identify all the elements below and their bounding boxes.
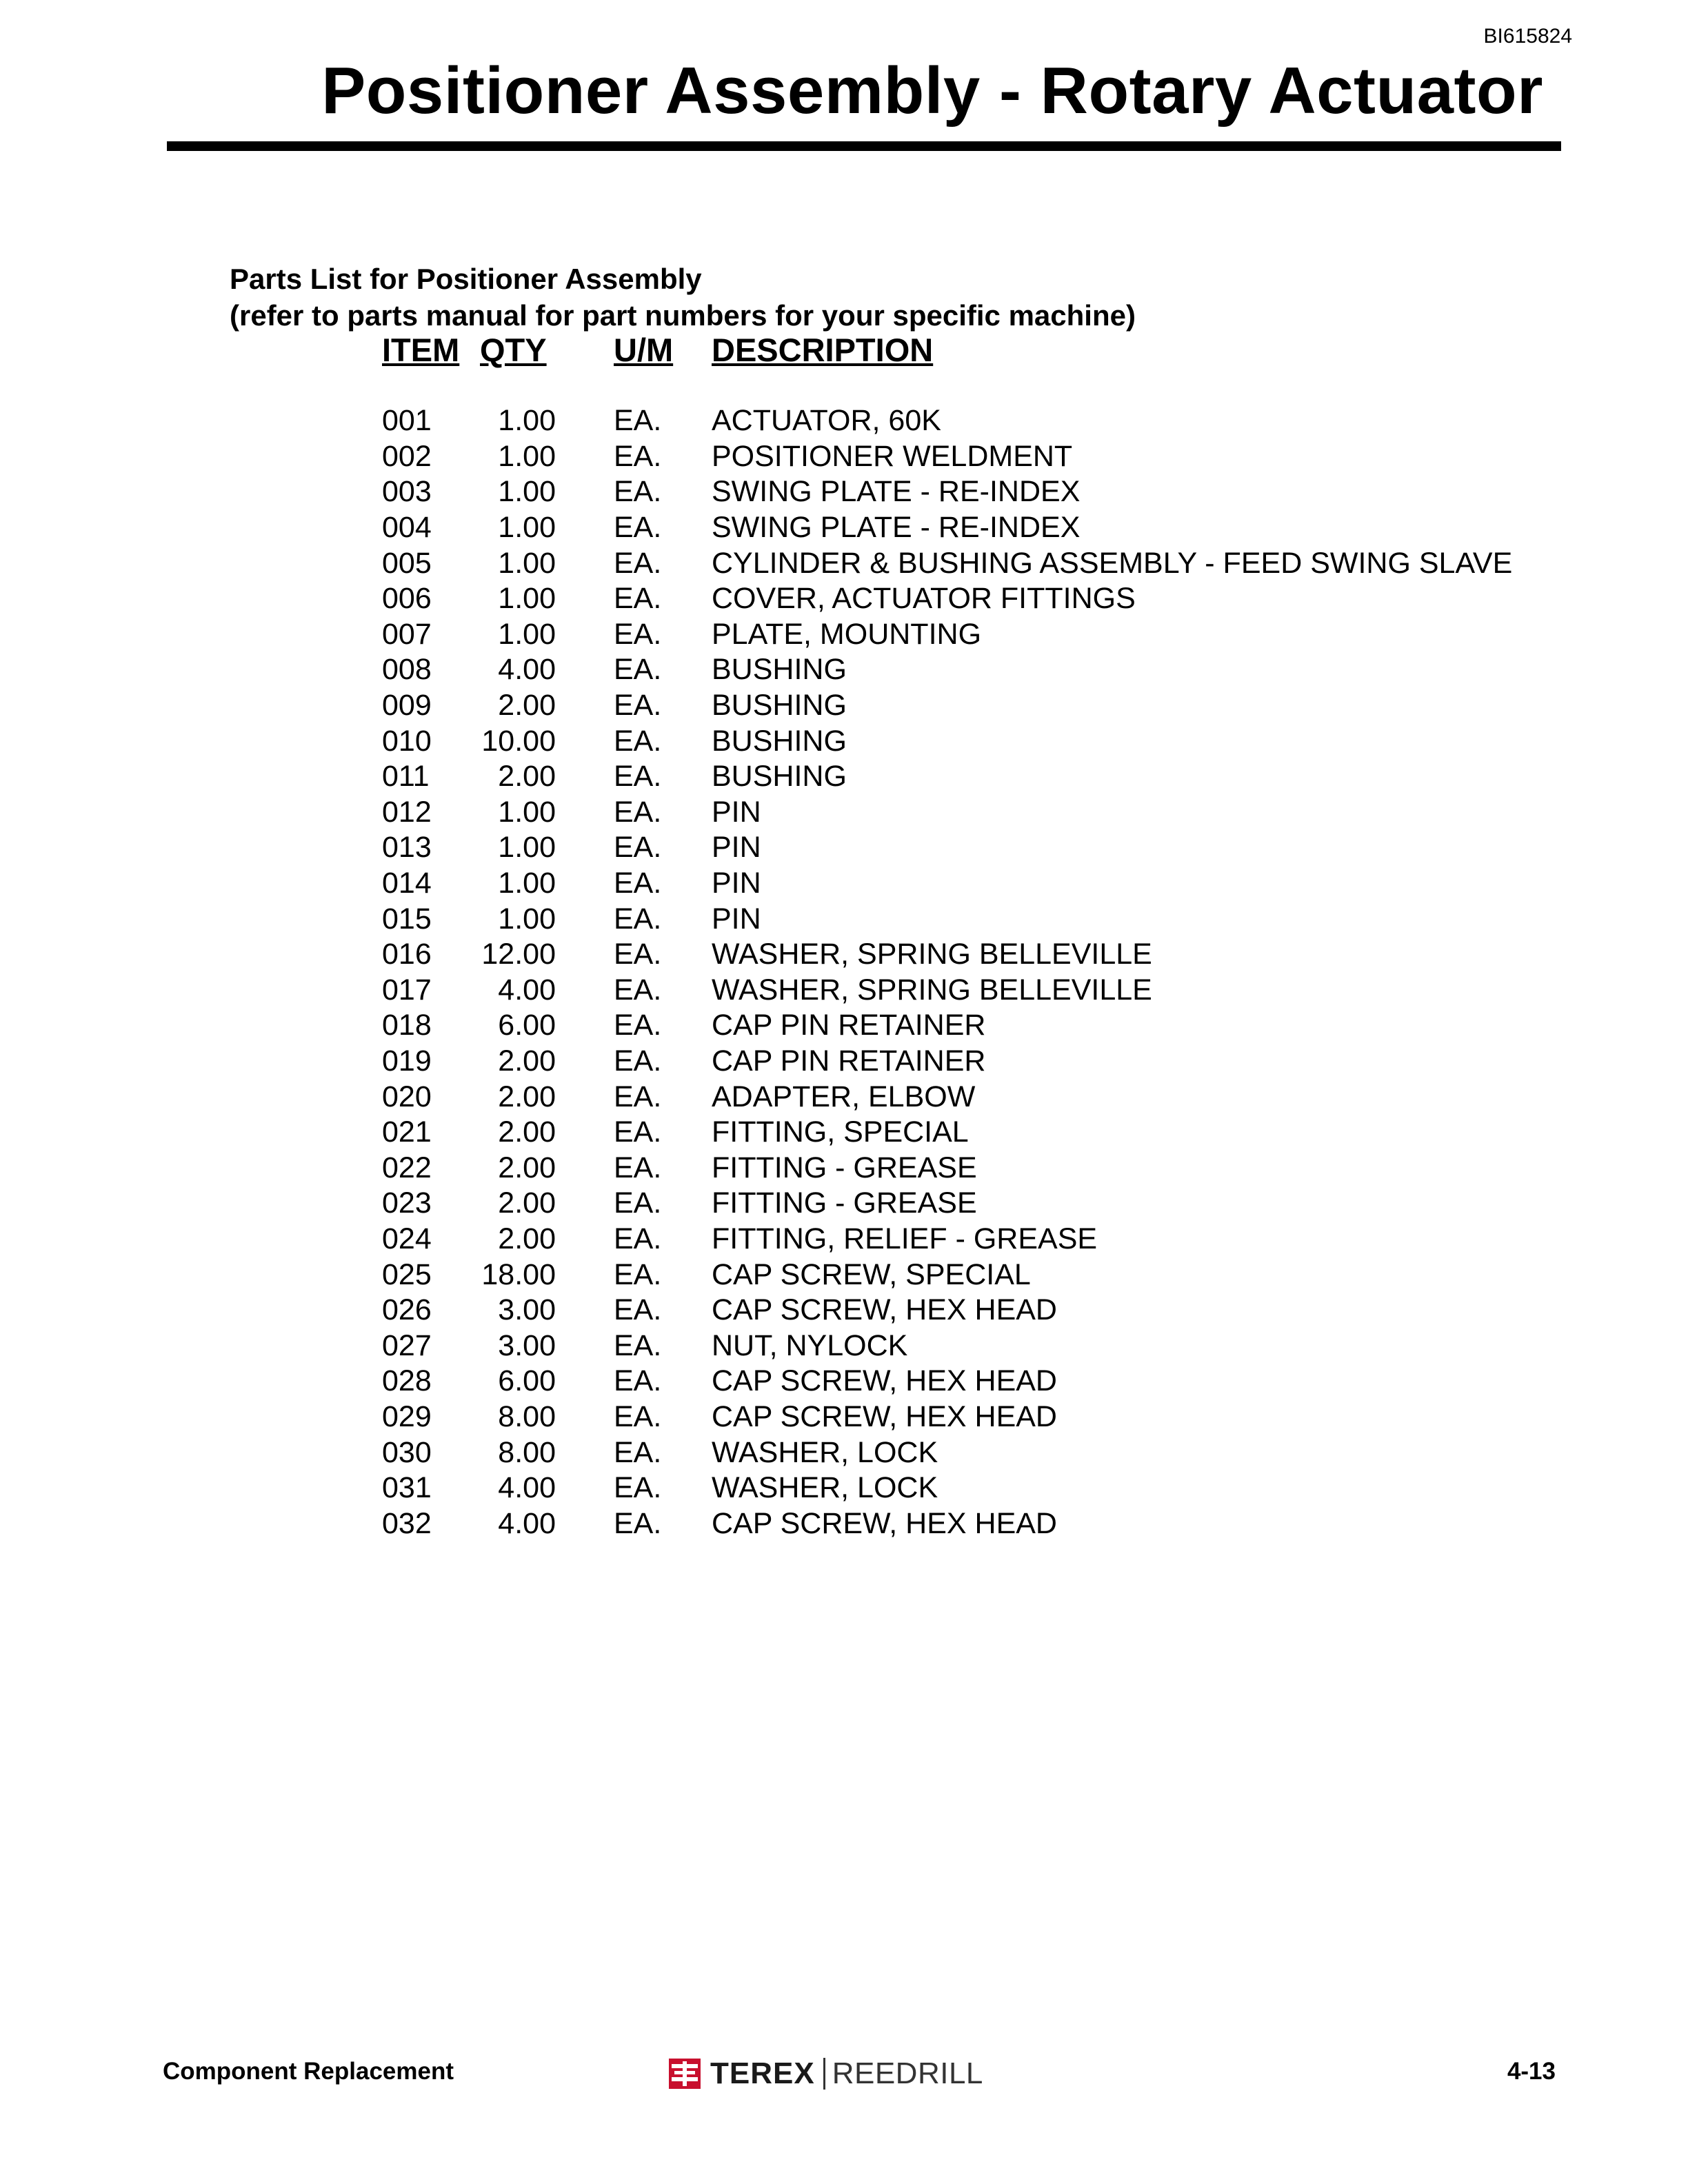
table-row (382, 1079, 1512, 1115)
cell-description: ACTUATOR, 60K (712, 404, 941, 438)
cell-description: NUT, NYLOCK (712, 1328, 908, 1362)
table-row (382, 1328, 1512, 1364)
cell-item: 015 (382, 902, 432, 936)
cell-qty: 10.00 (481, 724, 556, 758)
table-row (382, 795, 1512, 831)
cell-um: EA. (614, 831, 662, 865)
table-row (382, 688, 1512, 724)
cell-um: EA. (614, 1186, 662, 1220)
cell-item: 008 (382, 653, 432, 687)
cell-um: EA. (614, 1364, 662, 1398)
cell-item: 025 (382, 1257, 432, 1291)
cell-item: 018 (382, 1009, 432, 1042)
cell-item: 030 (382, 1435, 432, 1469)
cell-um: EA. (614, 439, 662, 473)
header-um: U/M (614, 332, 674, 368)
cell-description: WASHER, SPRING BELLEVILLE (712, 938, 1152, 971)
cell-item: 007 (382, 617, 432, 651)
cell-qty: 2.00 (498, 760, 556, 793)
cell-item: 011 (382, 760, 430, 793)
cell-qty: 1.00 (498, 475, 556, 509)
cell-um: EA. (614, 902, 662, 936)
cell-um: EA. (614, 1328, 662, 1362)
cell-um: EA. (614, 724, 662, 758)
cell-description: FITTING, SPECIAL (712, 1115, 969, 1149)
cell-description: CYLINDER & BUSHING ASSEMBLY - FEED SWING SLAVE (712, 546, 1513, 580)
cell-description: WASHER, SPRING BELLEVILLE (712, 973, 1152, 1007)
cell-qty: 12.00 (481, 938, 556, 971)
cell-um: EA. (614, 1222, 662, 1255)
cell-description: CAP PIN RETAINER (712, 1044, 986, 1078)
cell-description: CAP SCREW, SPECIAL (712, 1257, 1031, 1291)
cell-um: EA. (614, 760, 662, 793)
table-row (382, 439, 1512, 475)
table-row (382, 1044, 1512, 1080)
title-rule (167, 141, 1561, 151)
cell-qty: 6.00 (498, 1009, 556, 1042)
table-row (382, 1257, 1512, 1293)
cell-description: FITTING, RELIEF - GREASE (712, 1222, 1098, 1255)
cell-description: PIN (712, 902, 761, 936)
cell-qty: 2.00 (498, 1044, 556, 1078)
cell-description: FITTING - GREASE (712, 1151, 977, 1184)
cell-description: PLATE, MOUNTING (712, 617, 982, 651)
table-row (382, 403, 1512, 439)
table-row (382, 937, 1512, 973)
header-description: DESCRIPTION (712, 332, 934, 368)
cell-item: 021 (382, 1115, 432, 1149)
table-row (382, 1186, 1512, 1222)
cell-qty: 1.00 (498, 831, 556, 865)
cell-description: FITTING - GREASE (712, 1186, 977, 1220)
cell-qty: 2.00 (498, 1222, 556, 1255)
cell-item: 012 (382, 795, 432, 829)
cell-um: EA. (614, 475, 662, 509)
cell-item: 006 (382, 582, 432, 616)
header-item: ITEM (382, 332, 460, 368)
cell-item: 023 (382, 1186, 432, 1220)
table-row (382, 1115, 1512, 1151)
header-spacer (382, 369, 1512, 403)
cell-qty: 1.00 (498, 546, 556, 580)
cell-qty: 6.00 (498, 1364, 556, 1398)
intro-heading: Parts List for Positioner Assembly (230, 263, 702, 295)
table-row (382, 1222, 1512, 1257)
cell-description: ADAPTER, ELBOW (712, 1080, 976, 1113)
cell-qty: 2.00 (498, 1151, 556, 1184)
cell-qty: 1.00 (498, 511, 556, 545)
cell-item: 017 (382, 973, 432, 1007)
cell-qty: 1.00 (498, 902, 556, 936)
table-row (382, 1364, 1512, 1399)
brand-name: TEREX (710, 2056, 815, 2090)
cell-qty: 2.00 (498, 689, 556, 722)
cell-item: 014 (382, 867, 432, 900)
cell-description: CAP SCREW, HEX HEAD (712, 1364, 1057, 1398)
cell-qty: 1.00 (498, 582, 556, 616)
cell-qty: 1.00 (498, 617, 556, 651)
cell-item: 009 (382, 689, 432, 722)
cell-um: EA. (614, 511, 662, 545)
cell-qty: 4.00 (498, 653, 556, 687)
cell-um: EA. (614, 617, 662, 651)
cell-description: CAP PIN RETAINER (712, 1009, 986, 1042)
cell-description: SWING PLATE - RE-INDEX (712, 475, 1081, 509)
brand-subname: REEDRILL (832, 2056, 983, 2090)
cell-item: 022 (382, 1151, 432, 1184)
table-row (382, 1293, 1512, 1328)
cell-item: 004 (382, 511, 432, 545)
table-row (382, 510, 1512, 546)
brand-logo (669, 2056, 983, 2092)
cell-um: EA. (614, 582, 662, 616)
cell-item: 020 (382, 1080, 432, 1113)
cell-item: 001 (382, 404, 432, 438)
cell-description: PIN (712, 831, 761, 865)
table-row (382, 973, 1512, 1009)
table-row (382, 545, 1512, 581)
cell-description: BUSHING (712, 760, 847, 793)
cell-um: EA. (614, 653, 662, 687)
cell-um: EA. (614, 938, 662, 971)
cell-item: 032 (382, 1506, 432, 1540)
table-row (382, 866, 1512, 902)
cell-description: CAP SCREW, HEX HEAD (712, 1506, 1057, 1540)
cell-description: WASHER, LOCK (712, 1471, 938, 1505)
cell-qty: 1.00 (498, 439, 556, 473)
cell-um: EA. (614, 973, 662, 1007)
terex-logo-icon (669, 2059, 701, 2089)
cell-um: EA. (614, 1506, 662, 1540)
table-header-row (382, 331, 1512, 369)
cell-qty: 1.00 (498, 795, 556, 829)
cell-qty: 8.00 (498, 1399, 556, 1433)
cell-description: CAP SCREW, HEX HEAD (712, 1293, 1057, 1327)
cell-um: EA. (614, 1009, 662, 1042)
cell-description: WASHER, LOCK (712, 1435, 938, 1469)
parts-table-body (382, 369, 1512, 1541)
cell-um: EA. (614, 1293, 662, 1327)
cell-qty: 2.00 (498, 1080, 556, 1113)
cell-qty: 4.00 (498, 973, 556, 1007)
table-row (382, 1506, 1512, 1541)
table-row (382, 1470, 1512, 1506)
cell-description: CAP SCREW, HEX HEAD (712, 1399, 1057, 1433)
cell-description: BUSHING (712, 653, 847, 687)
cell-um: EA. (614, 1115, 662, 1149)
cell-description: SWING PLATE - RE-INDEX (712, 511, 1081, 545)
cell-description: BUSHING (712, 724, 847, 758)
cell-item: 026 (382, 1293, 432, 1327)
cell-qty: 1.00 (498, 867, 556, 900)
cell-um: EA. (614, 1399, 662, 1433)
cell-item: 031 (382, 1471, 432, 1505)
cell-description: BUSHING (712, 689, 847, 722)
cell-um: EA. (614, 795, 662, 829)
page-title: Positioner Assembly - Rotary Actuator (321, 54, 1543, 128)
cell-item: 010 (382, 724, 432, 758)
footer-section-label: Component Replacement (163, 2058, 454, 2085)
table-row (382, 652, 1512, 688)
cell-item: 029 (382, 1399, 432, 1433)
page-number: 4-13 (1507, 2058, 1556, 2085)
cell-description: PIN (712, 795, 761, 829)
cell-um: EA. (614, 1044, 662, 1078)
header-qty: QTY (480, 332, 547, 368)
table-row (382, 474, 1512, 510)
parts-table (382, 331, 1512, 1541)
cell-qty: 3.00 (498, 1293, 556, 1327)
cell-item: 024 (382, 1222, 432, 1255)
cell-um: EA. (614, 1257, 662, 1291)
table-row (382, 1399, 1512, 1435)
brand-separator (823, 2058, 825, 2090)
cell-description: PIN (712, 867, 761, 900)
cell-item: 013 (382, 831, 432, 865)
cell-um: EA. (614, 1151, 662, 1184)
cell-qty: 3.00 (498, 1328, 556, 1362)
cell-qty: 2.00 (498, 1186, 556, 1220)
table-row (382, 759, 1512, 795)
cell-um: EA. (614, 1471, 662, 1505)
table-row (382, 581, 1512, 617)
cell-qty: 1.00 (498, 404, 556, 438)
cell-item: 002 (382, 439, 432, 473)
document-id: BI615824 (1483, 25, 1572, 48)
cell-qty: 4.00 (498, 1471, 556, 1505)
cell-um: EA. (614, 404, 662, 438)
cell-description: POSITIONER WELDMENT (712, 439, 1073, 473)
table-row (382, 830, 1512, 866)
cell-item: 019 (382, 1044, 432, 1078)
cell-item: 028 (382, 1364, 432, 1398)
cell-um: EA. (614, 1435, 662, 1469)
cell-qty: 8.00 (498, 1435, 556, 1469)
table-row (382, 723, 1512, 759)
cell-um: EA. (614, 689, 662, 722)
cell-description: COVER, ACTUATOR FITTINGS (712, 582, 1136, 616)
table-row (382, 901, 1512, 937)
cell-item: 027 (382, 1328, 432, 1362)
table-row (382, 1150, 1512, 1186)
cell-qty: 2.00 (498, 1115, 556, 1149)
cell-um: EA. (614, 1080, 662, 1113)
table-row (382, 1435, 1512, 1470)
cell-item: 016 (382, 938, 432, 971)
parts-list-intro (230, 261, 1136, 334)
cell-um: EA. (614, 867, 662, 900)
intro-note: (refer to parts manual for part numbers for your specific machine) (230, 299, 1136, 332)
table-row (382, 617, 1512, 653)
table-row (382, 1008, 1512, 1044)
cell-um: EA. (614, 546, 662, 580)
cell-qty: 18.00 (481, 1257, 556, 1291)
cell-qty: 4.00 (498, 1506, 556, 1540)
cell-item: 005 (382, 546, 432, 580)
cell-item: 003 (382, 475, 432, 509)
